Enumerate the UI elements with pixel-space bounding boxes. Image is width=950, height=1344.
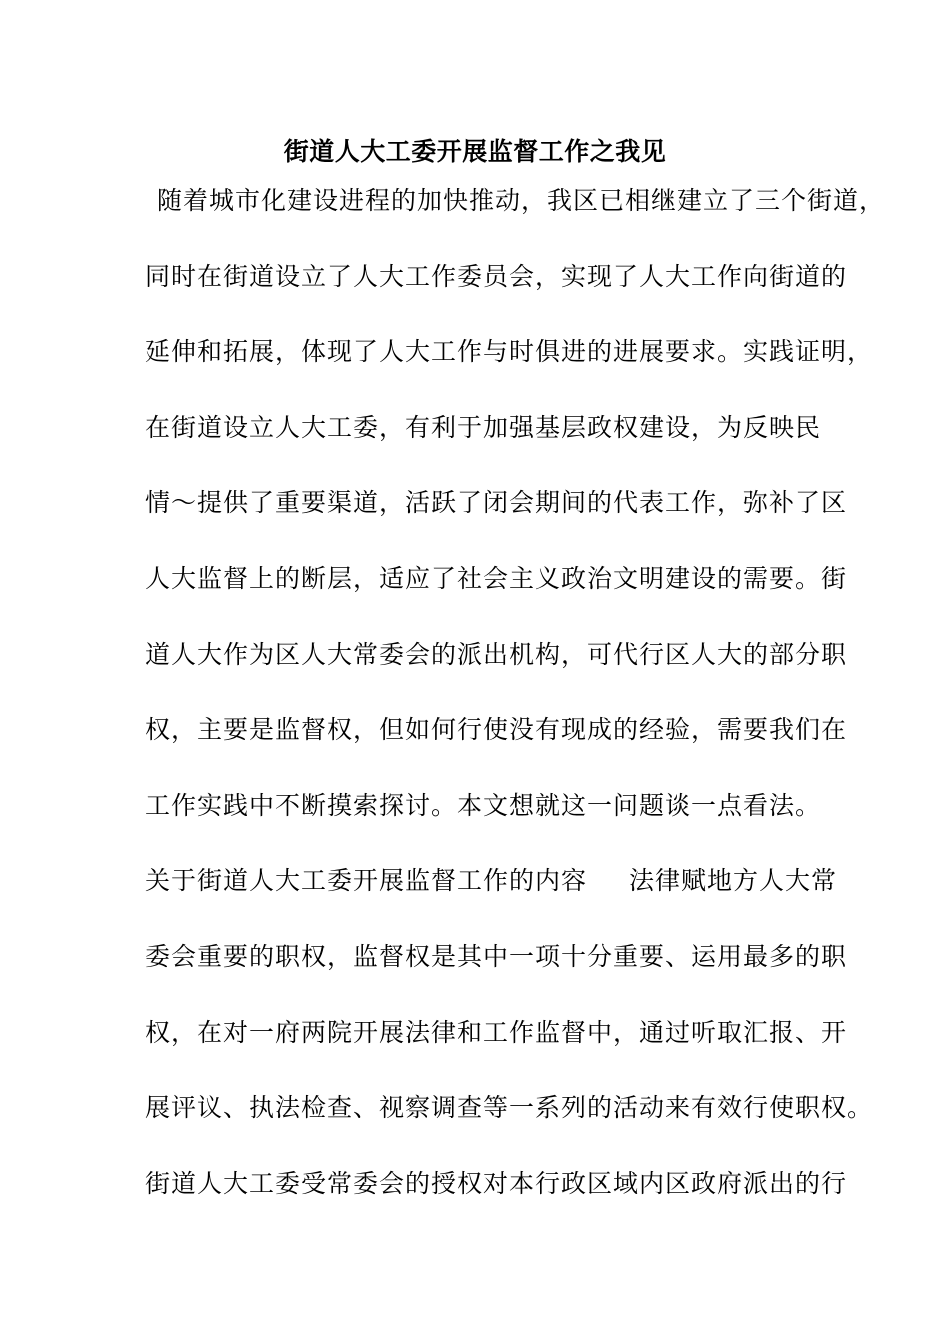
paragraph-line: 道人大作为区人大常委会的派出机构，可代行区人大的部分职 xyxy=(145,639,848,669)
document-body xyxy=(145,181,886,1239)
section-heading-line xyxy=(145,861,838,937)
paragraph-line: 展评议、执法检查、视察调查等一系列的活动来有效行使职权。 xyxy=(145,1093,874,1123)
paragraph-line: 街道人大工委受常委会的授权对本行政区域内区政府派出的行 xyxy=(145,1168,848,1198)
section-heading: 关于街道人大工委开展监督工作的内容 xyxy=(145,866,588,896)
paragraph-line: 随着城市化建设进程的加快推动，我区已相继建立了三个街道， xyxy=(157,186,886,215)
paragraph-line: 工作实践中不断摸索探讨。本文想就这一问题谈一点看法。 xyxy=(145,790,822,820)
document-title: 街道人大工委开展监督工作之我见 xyxy=(283,137,667,166)
paragraph-line: 权，在对一府两院开展法律和工作监督中，通过听取汇报、开 xyxy=(145,1017,848,1047)
paragraph-line: 委会重要的职权，监督权是其中一项十分重要、运用最多的职 xyxy=(145,941,848,971)
paragraph-line: 在街道设立人大工委，有利于加强基层政权建设，为反映民 xyxy=(145,412,822,442)
paragraph-line: 人大监督上的断层，适应了社会主义政治文明建设的需要。街 xyxy=(145,563,848,593)
paragraph-line: 情～提供了重要渠道，活跃了闭会期间的代表工作，弥补了区 xyxy=(145,488,848,518)
paragraph-line: 延伸和拓展，体现了人大工作与时俱进的进展要求。实践证明， xyxy=(145,337,874,367)
section-line-start: 法律赋地方人大常 xyxy=(629,866,838,896)
paragraph-line: 权，主要是监督权，但如何行使没有现成的经验，需要我们在 xyxy=(145,715,848,745)
paragraph-line: 同时在街道设立了人大工作委员会，实现了人大工作向街道的 xyxy=(145,261,848,291)
